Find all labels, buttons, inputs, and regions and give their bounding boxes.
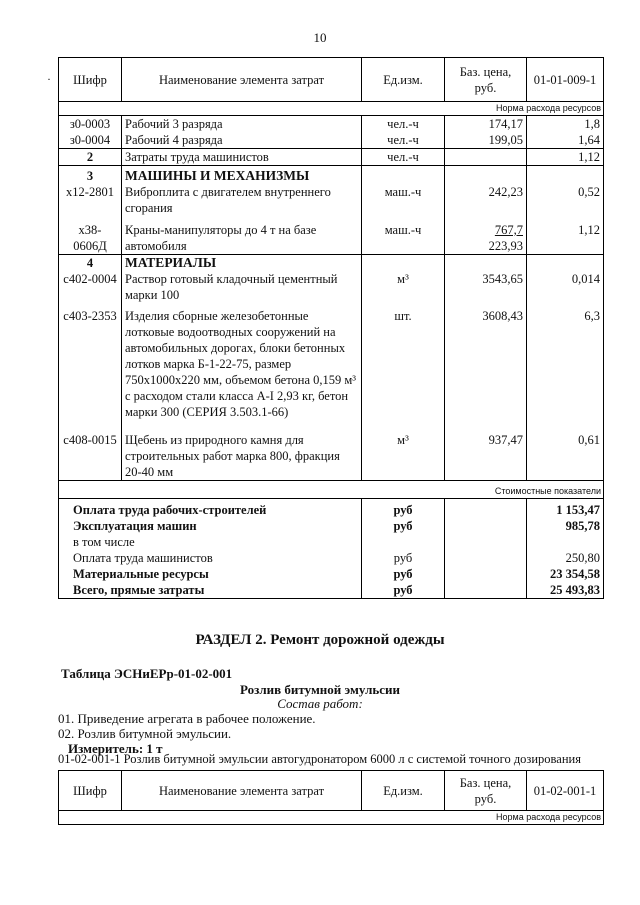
table-row [59, 184, 604, 216]
section-title: РАЗДЕЛ 2. Ремонт дорожной одежды [195, 632, 445, 648]
header-code: Шифр [59, 771, 122, 811]
row-code: 2 [59, 149, 122, 166]
table-row [59, 149, 604, 166]
row-code: х12-2801 [59, 184, 122, 216]
section-code: 4 [59, 255, 122, 272]
summary-unit: руб [362, 518, 445, 534]
meter: Измеритель: 1 т [68, 741, 163, 756]
row-norm: 0,014 [527, 271, 604, 303]
row-unit: чел.-ч [362, 149, 445, 166]
row-price [445, 216, 527, 255]
row-code: з0-0003 [59, 116, 122, 133]
row-norm: 1,8 [527, 116, 604, 133]
row-norm: 1,12 [527, 149, 604, 166]
summary-row [59, 499, 604, 519]
header-name: Наименование элемента затрат [122, 771, 362, 811]
summary-unit: руб [362, 582, 445, 599]
header-code: Шифр [59, 58, 122, 102]
page-number: 10 [313, 30, 327, 45]
header-norm-code: 01-02-001-1 [527, 771, 604, 811]
header-unit: Ед.изм. [362, 771, 445, 811]
header-price: Баз. цена, руб. [445, 58, 527, 102]
summary-value: 985,78 [527, 518, 604, 534]
section-row [59, 255, 604, 272]
row-norm: 0,52 [527, 184, 604, 216]
table-row [59, 271, 604, 303]
row-unit: чел.-ч [362, 132, 445, 149]
row-name: Раствор готовый кладочный цементный марки 100 [122, 271, 362, 303]
row-unit: чел.-ч [362, 116, 445, 133]
row-price [445, 149, 527, 166]
summary-row [59, 582, 604, 599]
summary-unit: руб [362, 566, 445, 582]
resource-norm-label: Норма расхода ресурсов [59, 811, 604, 825]
summary-label: Оплата труда машинистов [59, 550, 362, 566]
row-price: 3543,65 [445, 271, 527, 303]
summary-label: в том числе [59, 534, 362, 550]
section-code: 3 [59, 166, 122, 185]
row-norm: 6,3 [527, 303, 604, 420]
table-row [59, 216, 604, 255]
table-header-row [59, 771, 604, 811]
table-row [59, 116, 604, 133]
summary-row [59, 518, 604, 534]
row-code: з0-0004 [59, 132, 122, 149]
table-row [59, 420, 604, 481]
row-name: Рабочий 4 разряда [122, 132, 362, 149]
section-row [59, 166, 604, 185]
header-name: Наименование элемента затрат [122, 58, 362, 102]
summary-unit: руб [362, 499, 445, 519]
row-price: 242,23 [445, 184, 527, 216]
summary-label: Эксплуатация машин [59, 518, 362, 534]
row-code: с403-2353 [59, 303, 122, 420]
row-price: 937,47 [445, 420, 527, 481]
header-unit: Ед.изм. [362, 58, 445, 102]
margin-mark: · [47, 72, 51, 86]
row-price-top: 767,7 [494, 223, 523, 237]
row-name: Краны-манипуляторы до 4 т на базе автомобиля [122, 216, 362, 255]
summary-row [59, 534, 604, 550]
row-price: 174,17 [445, 116, 527, 133]
summary-label: Материальные ресурсы [59, 566, 362, 582]
section-name: МАШИНЫ И МЕХАНИЗМЫ [122, 166, 362, 185]
resource-norm-row [59, 811, 604, 825]
row-unit: м³ [362, 420, 445, 481]
table-row [59, 303, 604, 420]
header-price: Баз. цена, руб. [445, 771, 527, 811]
cost-table-01-01-009-1 [58, 57, 604, 599]
row-name: Затраты труда машинистов [122, 149, 362, 166]
summary-label: Оплата труда рабочих-строителей [59, 499, 362, 519]
row-unit: шт. [362, 303, 445, 420]
row-norm: 1,64 [527, 132, 604, 149]
table-row [59, 132, 604, 149]
summary-value: 23 354,58 [527, 566, 604, 582]
header-norm-code: 01-01-009-1 [527, 58, 604, 102]
row-unit: маш.-ч [362, 216, 445, 255]
summary-row [59, 550, 604, 566]
cost-indicators-row [59, 481, 604, 499]
row-name: Изделия сборные железобетонные лотковые водоотводных сооружений на автомобильных дорогах, блоки бетонных лотков марка Б-1-22-75, размер 750х1000х220 мм, объемом бетона 0,159 м³ с расходом стали класса А-I 2,93 кг, бетон марки 300 (СЕРИЯ 3.503.1-66) [122, 303, 362, 420]
row-name: Виброплита с двигателем внутреннего сгорания [122, 184, 362, 216]
summary-value: 25 493,83 [527, 582, 604, 599]
summary-label: Всего, прямые затраты [59, 582, 362, 599]
table-header-row [59, 58, 604, 102]
row-price: 199,05 [445, 132, 527, 149]
summary-value [527, 534, 604, 550]
row-norm: 0,61 [527, 420, 604, 481]
summary-unit: руб [362, 550, 445, 566]
section-name: МАТЕРИАЛЫ [122, 255, 362, 272]
row-price: 3608,43 [445, 303, 527, 420]
row-name: Рабочий 3 разряда [122, 116, 362, 133]
row-code: с408-0015 [59, 420, 122, 481]
summary-row [59, 566, 604, 582]
work-item: 02. Розлив битумной эмульсии. [58, 726, 232, 741]
row-code: с402-0004 [59, 271, 122, 303]
row-unit: м³ [362, 271, 445, 303]
table-id: Таблица ЭСНиЕРр-01-02-001 [61, 666, 233, 681]
summary-value: 250,80 [527, 550, 604, 566]
resource-norm-row [59, 102, 604, 116]
row-code: х38-0606Д [59, 216, 122, 255]
table-subtitle: 01-02-001-1 Розлив битумной эмульсии автогудронатором 6000 л с системой точного дозирования [58, 752, 581, 766]
row-norm: 1,12 [527, 216, 604, 255]
work-item: 01. Приведение агрегата в рабочее положение. [58, 711, 316, 726]
cost-indicators-label: Стоимостные показатели [59, 481, 604, 499]
resource-norm-label: Норма расхода ресурсов [59, 102, 604, 116]
work-title: Состав работ: [277, 696, 363, 711]
row-name: Щебень из природного камня для строительных работ марка 800, фракция 20-40 мм [122, 420, 362, 481]
row-unit: маш.-ч [362, 184, 445, 216]
summary-value: 1 153,47 [527, 499, 604, 519]
row-price-bottom: 223,93 [488, 239, 523, 253]
cost-table-01-02-001-1 [58, 770, 604, 825]
summary-unit [362, 534, 445, 550]
table-title: Розлив битумной эмульсии [240, 682, 400, 697]
